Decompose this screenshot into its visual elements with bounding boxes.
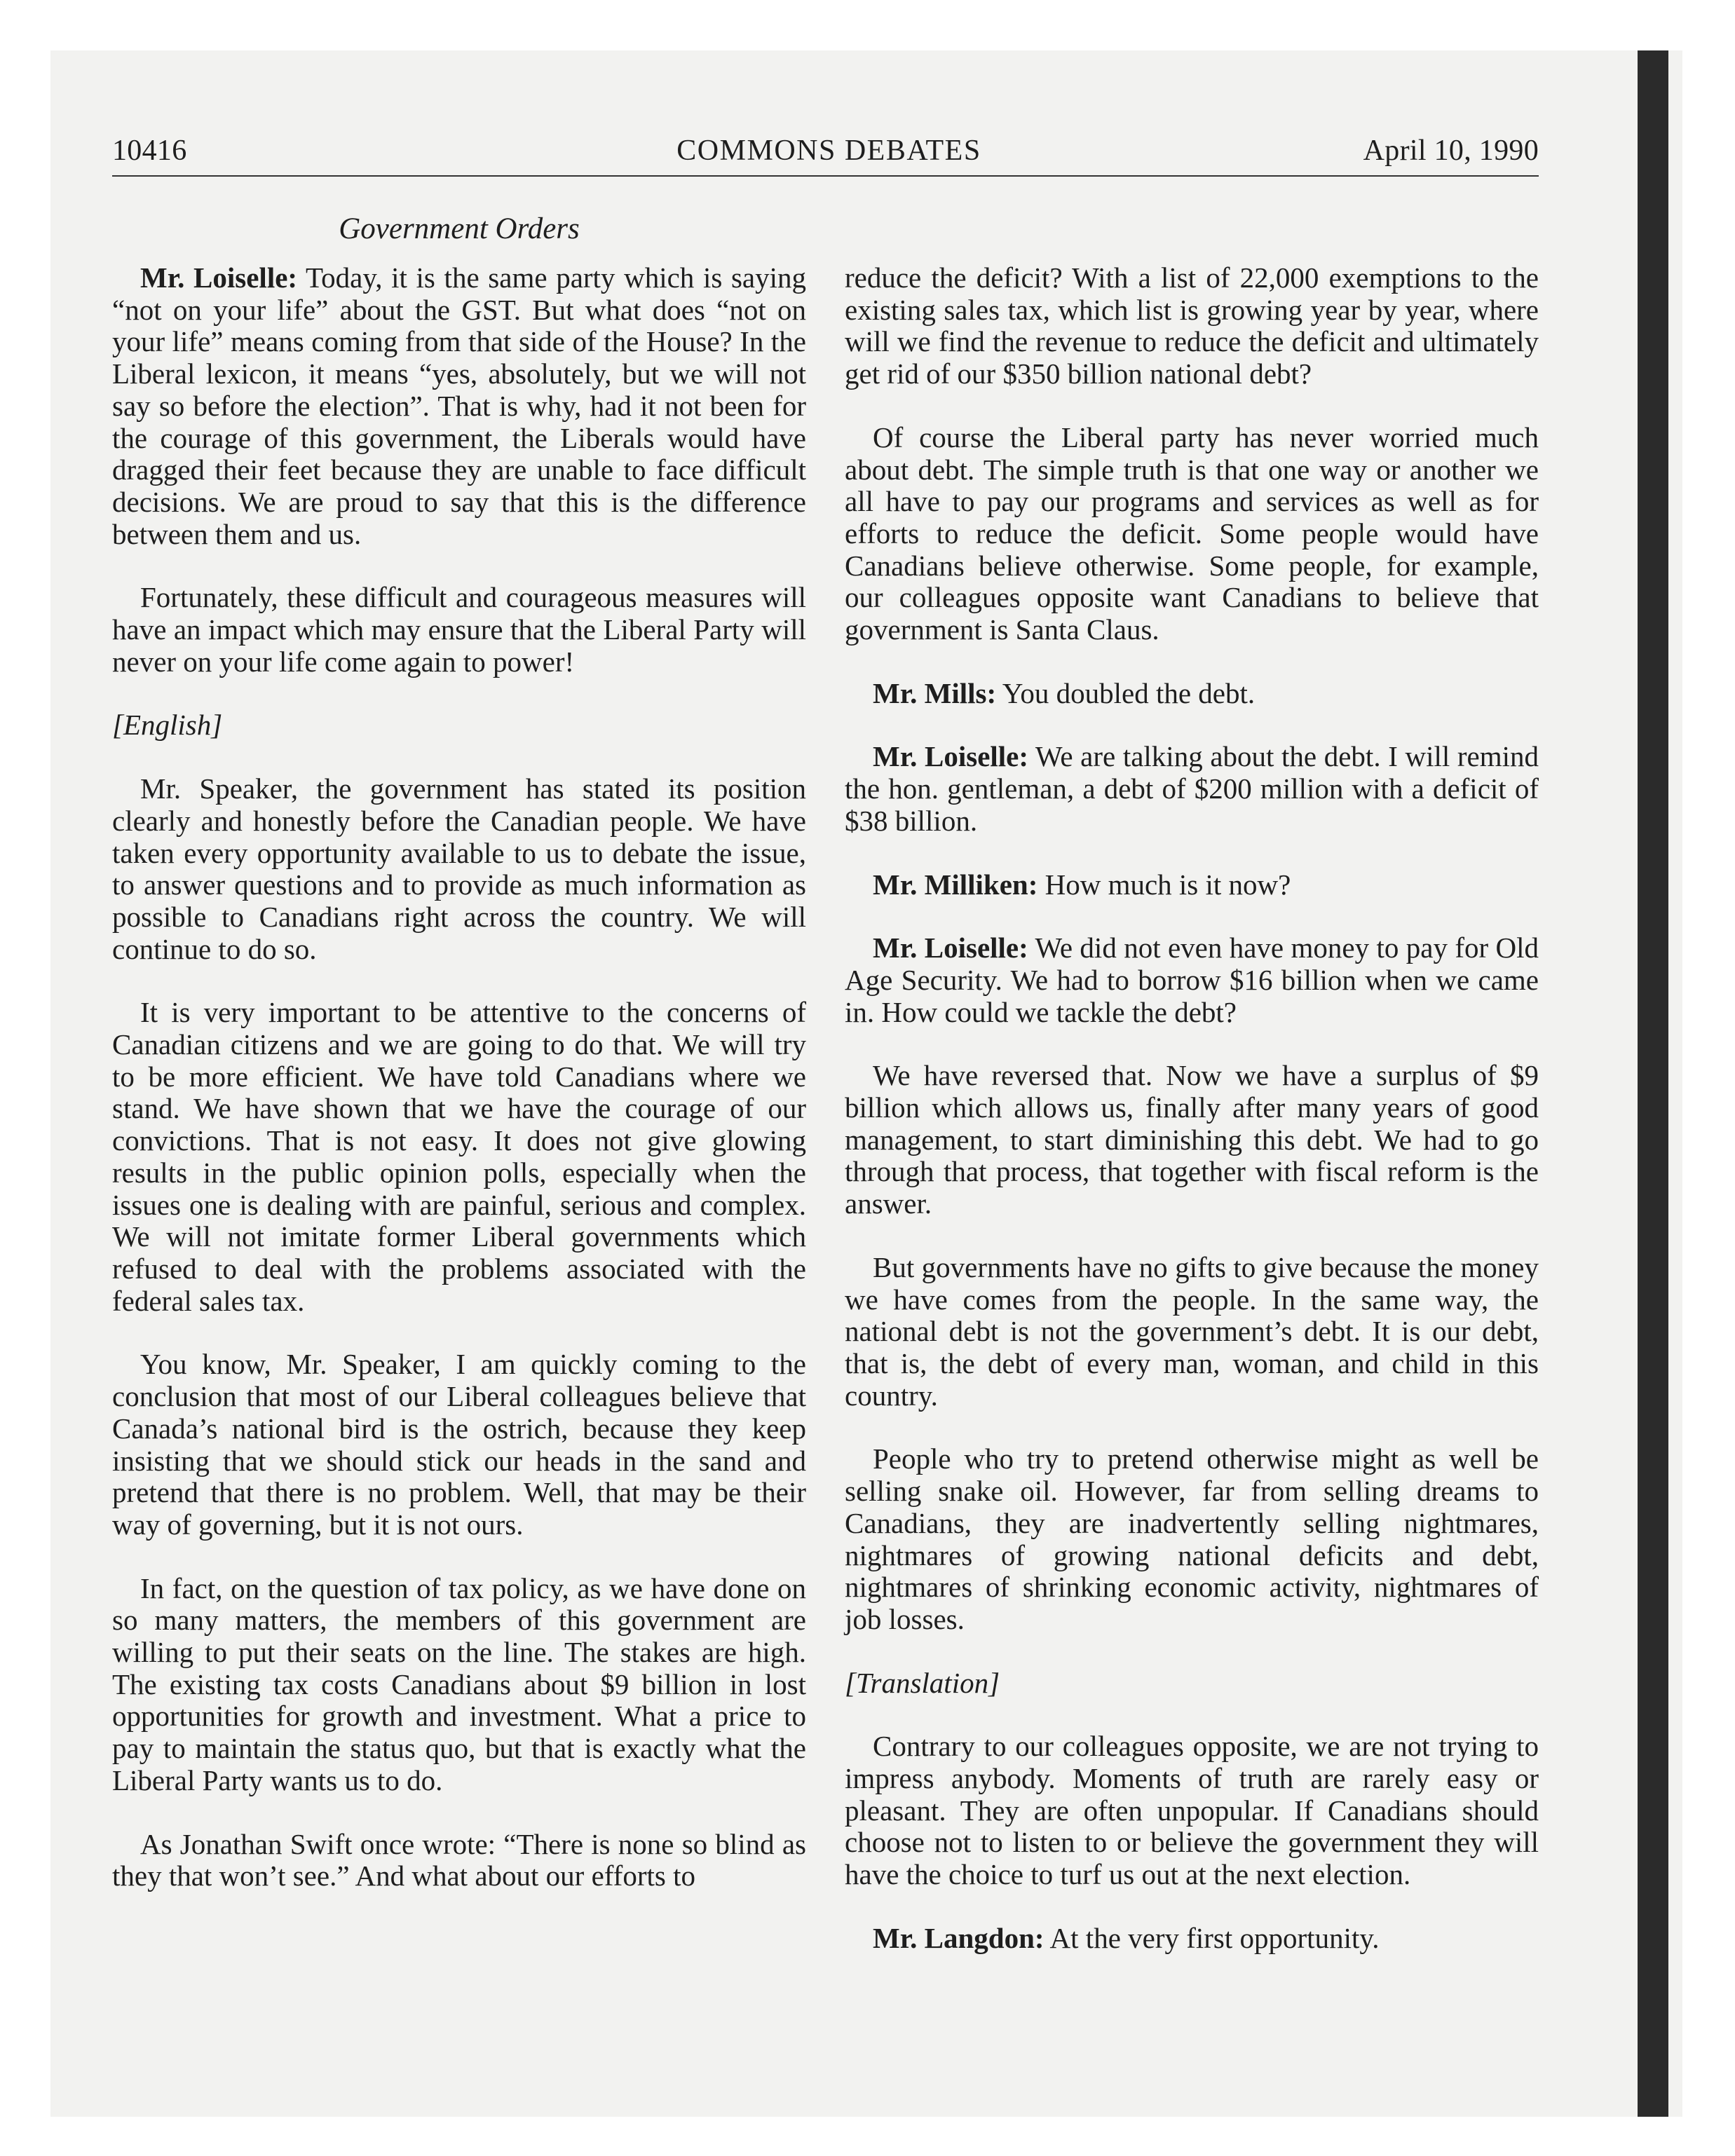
paragraph: Contrary to our colleagues opposite, we are not trying to impress anybody. Moments of truth are rarely easy or pleasant. They are often unpopular. If Canadians should choose not to listen to or believe the government they will have the choice to turf us out at the next election. [845,1730,1539,1891]
paragraph: People who try to pretend otherwise might as well be selling snake oil. However, far from selling dreams to Canadians, they are inadvertently selling nightmares, nightmares of growing national deficits and debt, nightmares of shrinking economic activity, nightmares of job losses. [845,1442,1539,1635]
paragraph: Of course the Liberal party has never worried much about debt. The simple truth is that one way or another we all have to pay our programs and services as well as for efforts to reduce the deficit. Some people would have Canadians believe otherwise. Some people, for example, our colleagues opposite want Canadians to believe that government is Santa Claus. [845,421,1539,646]
speech-text: We did not even have money to pay for Old Age Security. We had to borrow $16 billion when we came in. How could we tackle the debt? [845,932,1539,1028]
paragraph: It is very important to be attentive to the concerns of Canadian citizens and we are going to do that. We will try to be more efficient. We have told Canadians where we stand. We have shown that we have the courage of our convictions. That is not easy. It does not give glowing results in the public opinion polls, especially when the issues one is dealing with are painful, serious and complex. We will not imitate former Liberal governments which refused to deal with the problems associated with the federal sales tax. [112,996,806,1317]
paragraph [845,1923,1539,1955]
speaker-name: Mr. Langdon: [873,1921,1045,1954]
speaker-name: Mr. Milliken: [873,868,1038,901]
paragraph [112,262,806,550]
language-tag: [English] [112,709,223,742]
speech-text: Today, it is the same party which is saying “not on your life” about the GST. But what does “not on your life” means coming from that side of the House? In the Liberal lexicon, it means “yes, absolutely, but we will not say so before the election”. That is why, had it not been for the courage of this government, the Liberals would have dragged their feet because they are unable to face difficult decisions. We are proud to say that this is the difference between them and us. [112,261,806,550]
speaker-name: Mr. Loiselle: [873,932,1028,964]
section-title: Government Orders [339,212,580,245]
speaker-name: Mr. Loiselle: [873,740,1029,773]
speech-text: At the very first opportunity. [1049,1921,1380,1954]
language-tag: [Translation] [845,1666,1000,1699]
paragraph: But governments have no gifts to give because the money we have comes from the people. In the same way, the national debt is not the government’s debt. It is our debt, that is, the debt of every man, woman, and child in this country. [845,1250,1539,1412]
speech-text: We are talking about the debt. I will remind the hon. gentleman, a debt of $200 million with a deficit of $38 billion. [845,740,1539,837]
scan-edge-bar [1638,50,1668,2117]
paragraph [845,869,1539,901]
paragraph: We have reversed that. Now we have a surplus of $9 billion which allows us, finally after many years of good management, to start diminishing this debt. We had to go through that process, that together with fiscal reform is the answer. [845,1059,1539,1220]
speaker-name: Mr. Loiselle: [140,261,298,294]
paragraph: Mr. Speaker, the government has stated its position clearly and honestly before the Canadian people. We have taken every opportunity available to us to debate the issue, to answer questions and to provide as much information as possible to Canadians right across the country. We will continue to do so. [112,772,806,965]
header-rule [112,175,1539,177]
header-date: April 10, 1990 [1363,135,1539,167]
page-number: 10416 [112,135,187,167]
paragraph: As Jonathan Swift once wrote: “There is none so blind as they that won’t see.” And what about our efforts to [112,1827,806,1892]
paragraph: In fact, on the question of tax policy, as we have done on so many matters, the members of this government are willing to put their seats on the line. The stakes are high. The existing tax costs Canadians about $9 billion in lost opportunities for growth and investment. What a price to pay to maintain the status quo, but that is exactly what the Liberal Party wants us to do. [112,1571,806,1796]
speech-text: How much is it now? [1045,868,1291,901]
paragraph: You know, Mr. Speaker, I am quickly coming to the conclusion that most of our Liberal colleagues believe that Canada’s national bird is the ostrich, because they keep insisting that we should stick our heads in the sand and pretend that there is no problem. Well, that may be their way of governing, but it is not ours. [112,1348,806,1541]
speaker-name: Mr. Mills: [873,676,997,709]
speech-text: You doubled the debt. [1002,676,1256,709]
right-column [845,262,1539,1986]
paragraph [845,932,1539,1028]
paragraph: reduce the deficit? With a list of 22,000 exemptions to the existing sales tax, which list is growing year by year, where will we find the revenue to reduce the deficit and ultimately get rid of our $350 billion national debt? [845,261,1539,390]
running-title: COMMONS DEBATES [676,135,981,167]
paragraph: Fortunately, these difficult and courageous measures will have an impact which may ensure that the Liberal Party will never on your life come again to power! [112,581,806,678]
paragraph [845,741,1539,837]
paragraph [845,678,1539,710]
left-column [112,262,806,1924]
